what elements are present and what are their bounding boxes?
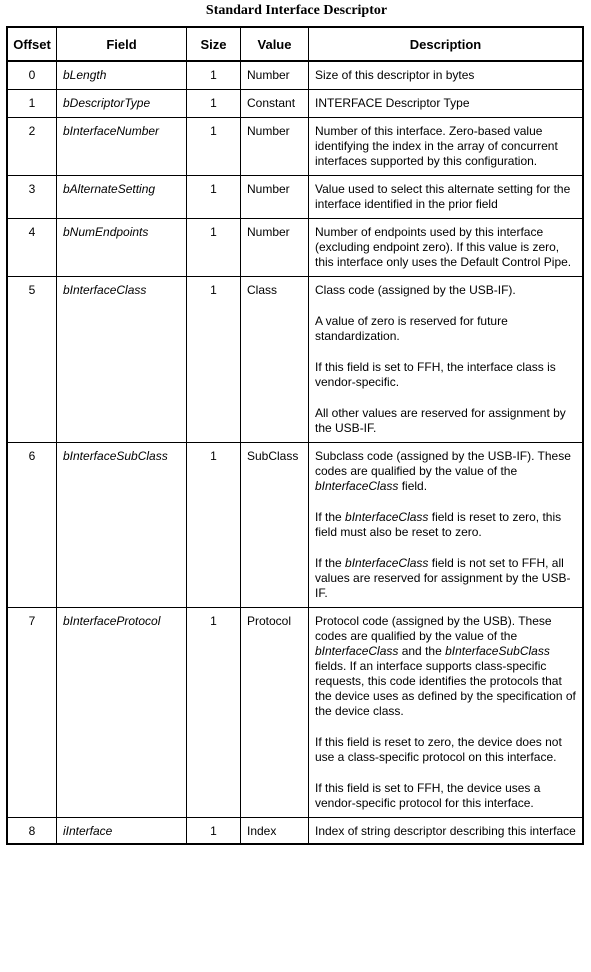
cell-size: 1	[187, 277, 241, 443]
cell-offset: 4	[7, 219, 57, 277]
header-value: Value	[241, 27, 309, 61]
header-offset: Offset	[7, 27, 57, 61]
cell-value: Number	[241, 176, 309, 219]
table-row	[7, 219, 583, 277]
description-paragraph	[315, 449, 577, 494]
description-paragraph	[315, 614, 577, 719]
description-text: fields. If an interface supports class-specific requests, this code identifies the protocols that the device uses as defined by the specification of the device class.	[315, 659, 576, 718]
table-body	[7, 61, 583, 844]
cell-description	[309, 277, 584, 443]
description-text: Subclass code (assigned by the USB-IF). These codes are qualified by the value of the	[315, 449, 571, 478]
cell-value: Constant	[241, 90, 309, 118]
header-row	[7, 27, 583, 61]
cell-description	[309, 219, 584, 277]
description-text: field is not set to FFH, all values are reserved for assignment by the USB-IF.	[315, 556, 571, 600]
cell-field: bLength	[57, 61, 187, 90]
cell-description	[309, 818, 584, 845]
description-text: and the	[398, 644, 446, 658]
cell-size: 1	[187, 118, 241, 176]
cell-value: Protocol	[241, 608, 309, 818]
field-reference: bInterfaceClass	[345, 510, 429, 524]
table-caption: Standard Interface Descriptor	[205, 3, 388, 18]
description-paragraph	[315, 556, 577, 601]
description-text: Protocol code (assigned by the USB). These codes are qualified by the value of the	[315, 614, 552, 643]
description-paragraph	[315, 510, 577, 540]
cell-description	[309, 61, 584, 90]
cell-size: 1	[187, 608, 241, 818]
cell-value: Class	[241, 277, 309, 443]
cell-field: bInterfaceSubClass	[57, 443, 187, 608]
table-row	[7, 118, 583, 176]
description-paragraph: Number of this interface. Zero-based value identifying the index in the array of concurrent interfaces supported by this configuration.	[315, 124, 558, 168]
description-paragraph	[315, 781, 577, 811]
cell-field: iInterface	[57, 818, 187, 845]
cell-offset: 7	[7, 608, 57, 818]
description-paragraph: INTERFACE Descriptor Type	[315, 96, 470, 110]
description-paragraph: If this field is set to FFH, the interface class is vendor-specific.	[315, 360, 556, 389]
description-paragraph: Class code (assigned by the USB-IF).	[315, 283, 516, 297]
field-reference: bInterfaceClass	[345, 556, 429, 570]
table-row	[7, 61, 583, 90]
cell-description	[309, 118, 584, 176]
description-paragraph: Number of endpoints used by this interface (excluding endpoint zero). If this value is zero, this interface only uses the Default Control Pipe.	[315, 225, 572, 269]
description-text: If the	[315, 510, 346, 524]
description-paragraph: Value used to select this alternate setting for the interface identified in the prior field	[315, 182, 571, 211]
cell-description	[309, 443, 584, 608]
cell-description	[309, 176, 584, 219]
table-row	[7, 176, 583, 219]
cell-size: 1	[187, 818, 241, 845]
cell-offset: 2	[7, 118, 57, 176]
table-row	[7, 90, 583, 118]
cell-size: 1	[187, 443, 241, 608]
table-row	[7, 818, 583, 845]
table-row	[7, 277, 583, 443]
description-text: If the	[315, 556, 346, 570]
cell-offset: 0	[7, 61, 57, 90]
cell-value: Index	[241, 818, 309, 845]
description-paragraph: A value of zero is reserved for future standardization.	[315, 314, 508, 343]
description-text: field is reset to zero, this field must also be reset to zero.	[315, 510, 562, 539]
cell-field: bInterfaceNumber	[57, 118, 187, 176]
cell-value: Number	[241, 118, 309, 176]
cell-offset: 3	[7, 176, 57, 219]
field-reference: bInterfaceClass	[315, 644, 399, 658]
header-field: Field	[57, 27, 187, 61]
interface-descriptor-table	[6, 26, 584, 845]
cell-offset: 6	[7, 443, 57, 608]
cell-offset: 5	[7, 277, 57, 443]
cell-description	[309, 90, 584, 118]
field-reference: bInterfaceSubClass	[445, 644, 550, 658]
cell-value: SubClass	[241, 443, 309, 608]
table-row	[7, 443, 583, 608]
description-paragraph	[315, 735, 577, 765]
cell-field: bInterfaceProtocol	[57, 608, 187, 818]
cell-size: 1	[187, 176, 241, 219]
header-size: Size	[187, 27, 241, 61]
cell-size: 1	[187, 61, 241, 90]
description-paragraph: All other values are reserved for assignment by the USB-IF.	[315, 406, 566, 435]
description-text: If this field is set to FFH, the device uses a vendor-specific protocol for this interface.	[315, 781, 541, 810]
description-text: field.	[398, 479, 428, 493]
table-row	[7, 608, 583, 818]
description-text: If this field is reset to zero, the device does not use a class-specific protocol on this interface.	[315, 735, 562, 764]
cell-field: bNumEndpoints	[57, 219, 187, 277]
description-paragraph: Size of this descriptor in bytes	[315, 68, 475, 82]
cell-field: bDescriptorType	[57, 90, 187, 118]
cell-size: 1	[187, 219, 241, 277]
cell-field: bAlternateSetting	[57, 176, 187, 219]
cell-offset: 8	[7, 818, 57, 845]
cell-field: bInterfaceClass	[57, 277, 187, 443]
cell-description	[309, 608, 584, 818]
field-reference: bInterfaceClass	[315, 479, 399, 493]
cell-size: 1	[187, 90, 241, 118]
header-description: Description	[309, 27, 584, 61]
cell-value: Number	[241, 219, 309, 277]
description-paragraph: Index of string descriptor describing this interface	[315, 824, 576, 838]
cell-value: Number	[241, 61, 309, 90]
cell-offset: 1	[7, 90, 57, 118]
